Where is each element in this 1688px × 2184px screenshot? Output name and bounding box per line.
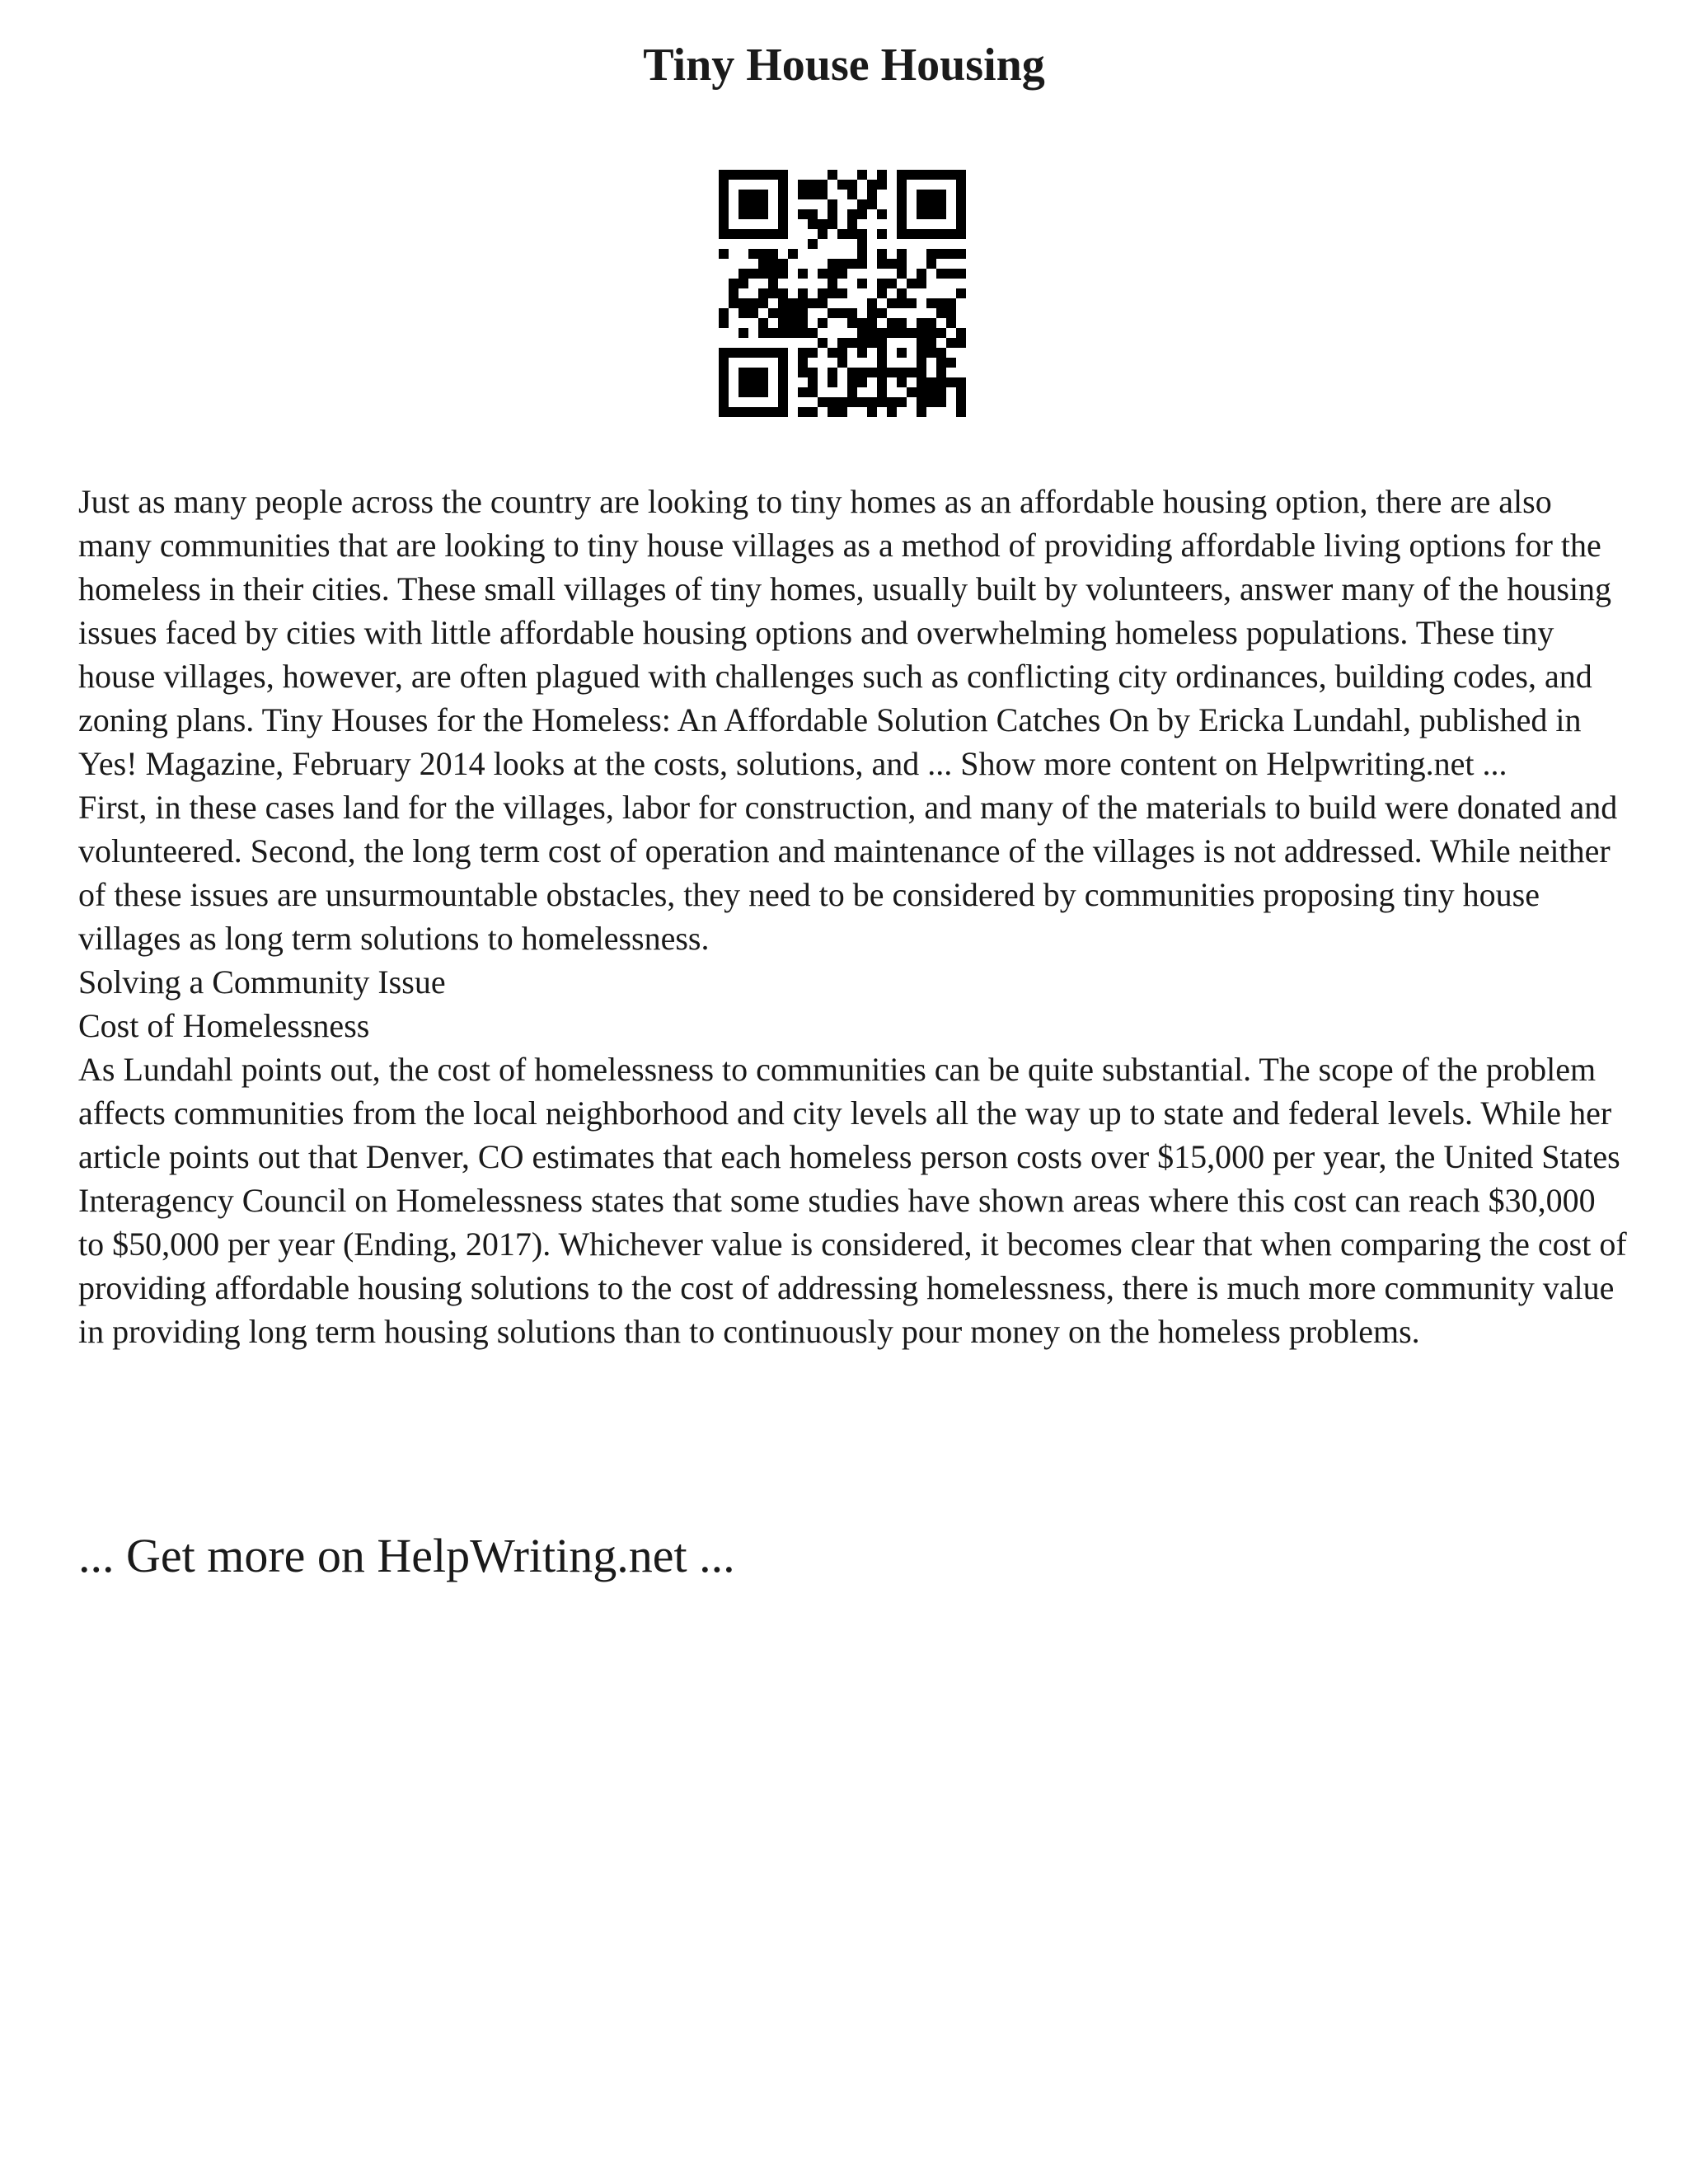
qr-code-icon — [719, 170, 966, 417]
subheading-community-issue: Solving a Community Issue — [78, 963, 446, 1001]
article-body — [78, 480, 1628, 1353]
get-more-link[interactable]: ... Get more on HelpWriting.net ... — [78, 1529, 735, 1582]
page-title: Tiny House Housing — [643, 40, 1045, 91]
paragraph-first-second: First, in these cases land for the villages, labor for construction, and many of the materials to build were donated and volunteered. Second, the long term cost of operation and maintenance of the villages is not addressed. While neither of these issues are unsurmountable obstacles, they need to be considered by communities proposing tiny house villages as long term solutions to homelessness. — [78, 789, 1618, 957]
paragraph-intro: Just as many people across the country are looking to tiny homes as an affordable housing option, there are also many communities that are looking to tiny house villages as a method of providing affordable living options for the homeless in their cities. These small villages of tiny homes, usually built by volunteers, answer many of the housing issues faced by cities with little affordable housing options and overwhelming homeless populations. These tiny house villages, however, are often plagued with challenges such as conflicting city ordinances, building codes, and zoning plans. Tiny Houses for the Homeless: An Affordable Solution Catches On by Ericka Lundahl, published in Yes! Magazine, February 2014 looks at the costs, solutions, and ... Show more content on Helpwriting.net ... — [78, 483, 1612, 782]
paragraph-cost: As Lundahl points out, the cost of homelessness to communities can be quite substantial. The scope of the problem affects communities from the local neighborhood and city levels all the way up to state and federal levels. While her article points out that Denver, CO estimates that each homeless person costs over $15,000 per year, the United States Interagency Council on Homelessness states that some studies have shown areas where this cost can reach $30,000 to $50,000 per year (Ending, 2017). Whichever value is considered, it becomes clear that when comparing the cost of providing affordable housing solutions to the cost of addressing homelessness, there is much more community value in providing long term housing solutions than to continuously pour money on the homeless problems. — [78, 1051, 1627, 1350]
subheading-cost-homelessness: Cost of Homelessness — [78, 1007, 370, 1044]
